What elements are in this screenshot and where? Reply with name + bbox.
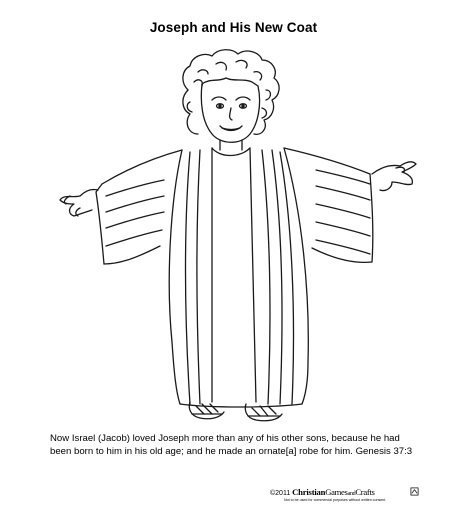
publisher-footer (270, 484, 420, 510)
brand-and: and (347, 491, 356, 497)
brand-christian: Christian (292, 487, 326, 497)
page-title: Joseph and His New Coat (149, 20, 318, 35)
left-sleeve (96, 150, 182, 264)
tunic-neckline (212, 148, 250, 156)
caption-line-2: been born to him in his old age; and he made an ornate[a] robe for him. Genesis 37:3 (50, 446, 413, 458)
brand-games: Games (325, 487, 348, 497)
hair-outline (183, 50, 279, 135)
scripture-caption (50, 432, 430, 459)
left-hand (60, 189, 98, 216)
brand-crafts: Crafts (355, 487, 375, 497)
sandals (189, 402, 282, 421)
copyright-year: ©2011 (270, 490, 291, 497)
right-hand (372, 162, 416, 191)
usage-disclaimer: Not to be used for commercial purposes without written consent. (284, 498, 387, 502)
face-outline (201, 78, 259, 150)
publisher-logo-icon (410, 487, 419, 496)
caption-line-1: Now Israel (Jacob) loved Joseph more than any of his other sons, because he had (50, 433, 400, 444)
joseph-coloring-illustration (40, 42, 440, 427)
coat-body (169, 148, 308, 407)
